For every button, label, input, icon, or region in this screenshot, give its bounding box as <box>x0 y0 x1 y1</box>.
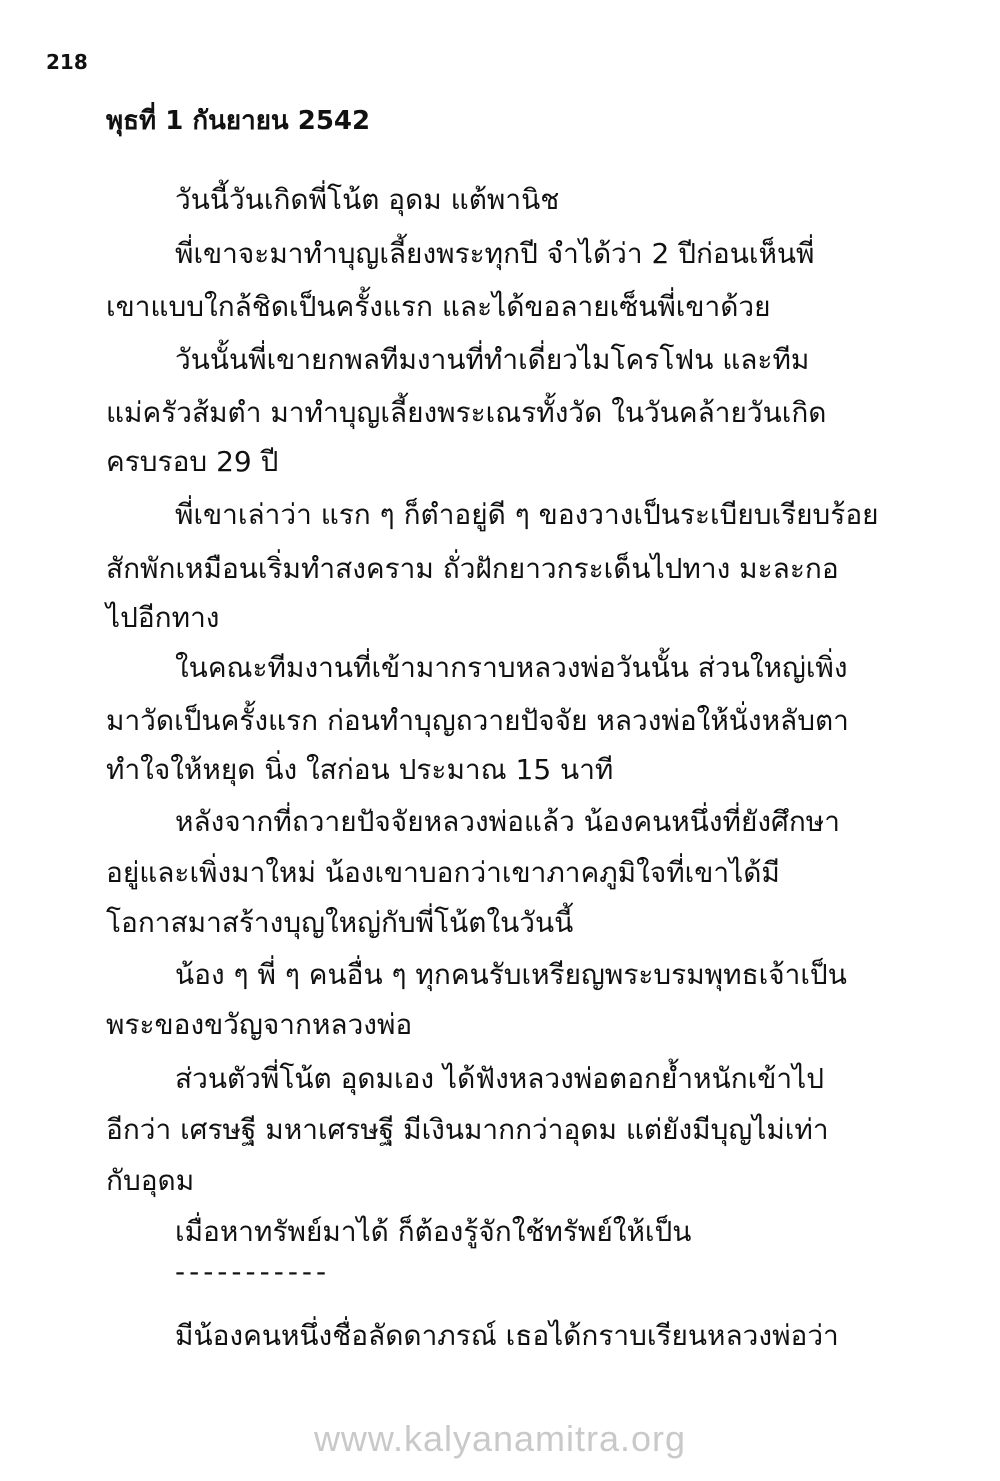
text-line: น้อง ๆ พี่ ๆ คนอื่น ๆ ทุกคนรับเหรียญพระบรมพุทธเจ้าเป็น <box>175 958 847 991</box>
text-line: พระของขวัญจากหลวงพ่อ <box>106 1008 413 1041</box>
text-line: เมื่อหาทรัพย์มาได้ ก็ต้องรู้จักใช้ทรัพย์ให้เป็น <box>175 1215 692 1248</box>
text-line: ครบรอบ 29 ปี <box>106 445 279 478</box>
page-number: 218 <box>46 50 88 74</box>
text-line: สักพักเหมือนเริ่มทำสงคราม ถั่วฝักยาวกระเด็นไปทาง มะละกอ <box>106 552 839 585</box>
text-line: ทำใจให้หยุด นิ่ง ใสก่อน ประมาณ 15 นาที <box>106 753 614 786</box>
text-line: มาวัดเป็นครั้งแรก ก่อนทำบุญถวายปัจจัย หลวงพ่อให้นั่งหลับตา <box>106 704 849 737</box>
text-line: แม่ครัวส้มตำ มาทำบุญเลี้ยงพระเณรทั้งวัด ในวันคล้ายวันเกิด <box>106 396 827 429</box>
text-line: พี่เขาจะมาทำบุญเลี้ยงพระทุกปี จำได้ว่า 2 ปีก่อนเห็นพี่ <box>175 237 815 270</box>
text-line: กับอุดม <box>106 1164 195 1197</box>
text-line: เขาแบบใกล้ชิดเป็นครั้งแรก และได้ขอลายเซ็นพี่เขาด้วย <box>106 290 771 323</box>
text-line: อีกว่า เศรษฐี มหาเศรษฐี มีเงินมากกว่าอุดม แต่ยังมีบุญไม่เท่า <box>106 1113 829 1146</box>
text-line: หลังจากที่ถวายปัจจัยหลวงพ่อแล้ว น้องคนหนึ่งที่ยังศึกษา <box>175 805 840 838</box>
text-line: มีน้องคนหนึ่งชื่อลัดดาภรณ์ เธอได้กราบเรียนหลวงพ่อว่า <box>175 1319 839 1352</box>
text-line: พี่เขาเล่าว่า แรก ๆ ก็ตำอยู่ดี ๆ ของวางเป็นระเบียบเรียบร้อย <box>175 498 879 531</box>
text-line: วันนี้วันเกิดพี่โน้ต อุดม แต้พานิช <box>175 183 560 216</box>
watermark: www.kalyanamitra.org <box>313 1418 687 1459</box>
text-line: ไปอีกทาง <box>106 601 220 634</box>
text-line: วันนั้นพี่เขายกพลทีมงานที่ทำเดี่ยวไมโครโฟน และทีม <box>175 343 810 376</box>
date-heading: พุธที่ 1 กันยายน 2542 <box>106 106 371 136</box>
text-line: โอกาสมาสร้างบุญใหญ่กับพี่โน้ตในวันนี้ <box>106 906 574 939</box>
text-line: อยู่และเพิ่งมาใหม่ น้องเขาบอกว่าเขาภาคภูมิใจที่เขาได้มี <box>106 856 780 889</box>
text-line: ในคณะทีมงานที่เข้ามากราบหลวงพ่อวันนั้น ส่วนใหญ่เพิ่ง <box>175 651 848 684</box>
text-line: ส่วนตัวพี่โน้ต อุดมเอง ได้ฟังหลวงพ่อตอกย้ำหนักเข้าไป <box>175 1062 824 1095</box>
section-separator: ----------- <box>175 1255 331 1288</box>
